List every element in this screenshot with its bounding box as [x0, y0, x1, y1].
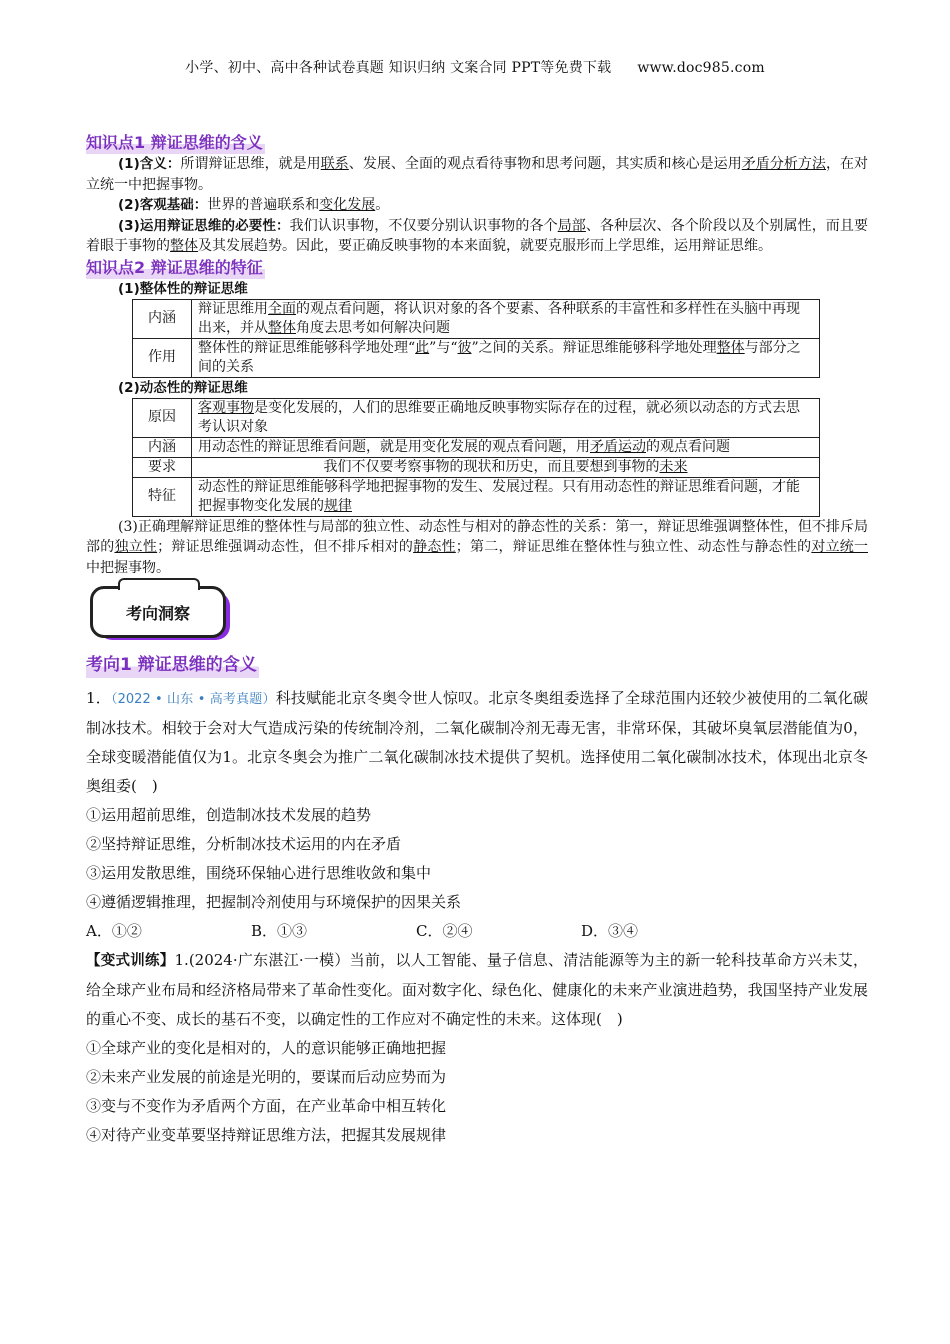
row-label: 内涵 — [133, 299, 192, 338]
kx1-title: 考向1 辩证思维的含义 — [86, 652, 259, 678]
dynamic-thinking-table — [132, 398, 820, 517]
question-source: （2022 • 山东 • 高考真题） — [110, 692, 276, 707]
list-item: ①运用超前思维，创造制冰技术发展的趋势 — [86, 806, 372, 824]
section-badge — [90, 586, 868, 642]
option-d[interactable]: D．③④ — [581, 922, 639, 940]
kp2-title: 知识点2 辩证思维的特征 — [86, 257, 263, 277]
list-item: ③运用发散思维，围绕环保轴心进行思维收敛和集中 — [86, 864, 432, 882]
row-label: 内涵 — [133, 437, 192, 457]
option-a[interactable]: A．①② — [86, 922, 142, 940]
list-item: ④对待产业变革要坚持辩证思维方法，把握其发展规律 — [86, 1126, 447, 1144]
row-label: 原因 — [133, 398, 192, 437]
kp1-title: 知识点1 辩证思维的含义 — [86, 133, 263, 152]
table-row — [133, 477, 820, 516]
row-content: 动态性的辩证思维能够科学地把握事物的发生、发展过程。只有用动态性的辩证思维看问题，才能把握事物变化发展的规律 — [192, 477, 820, 516]
header-url[interactable]: www.doc985.com — [637, 60, 765, 76]
header-text: 小学、初中、高中各种试卷真题 知识归纳 文案合同 PPT等免费下载 — [185, 60, 612, 76]
table-row — [133, 457, 820, 477]
row-label: 要求 — [133, 457, 192, 477]
list-item: ④遵循逻辑推理，把握制冷剂使用与环境保护的因果关系 — [86, 893, 462, 911]
table-row — [133, 437, 820, 457]
row-label: 特征 — [133, 477, 192, 516]
option-b[interactable]: B．①③ — [251, 922, 308, 940]
table-row — [133, 338, 820, 377]
table-row — [133, 398, 820, 437]
holistic-thinking-table — [132, 299, 820, 378]
list-item: ③变与不变作为矛盾两个方面，在产业革命中相互转化 — [86, 1097, 447, 1115]
row-content: 整体性的辩证思维能够科学地处理“此”与“彼”之间的关系。辩证思维能够科学地处理整体与部分之间的关系 — [192, 338, 820, 377]
variant-label: 【变式训练】 — [86, 953, 175, 969]
badge-label: 考向洞察 — [125, 603, 190, 623]
kp2-sub2: (2)动态性的辩证思维 — [118, 379, 248, 396]
list-item: ①全球产业的变化是相对的，人的意识能够正确地把握 — [86, 1039, 447, 1057]
list-item: ②坚持辩证思维，分析制冰技术运用的内在矛盾 — [86, 835, 402, 853]
row-label: 作用 — [133, 338, 192, 377]
row-content: 我们不仅要考察事物的现状和历史，而且要想到事物的未来 — [192, 457, 820, 477]
row-content: 辩证思维用全面的观点看问题，将认识对象的各个要素、各种联系的丰富性和多样性在头脑中再现出来，并从整体角度去思考如何解决问题 — [192, 299, 820, 338]
option-c[interactable]: C．②④ — [416, 922, 473, 940]
badge-tab — [118, 578, 200, 590]
row-content: 客观事物是变化发展的，人们的思维要正确地反映事物实际存在的过程，就必须以动态的方式去思考认识对象 — [192, 398, 820, 437]
kp1-item2: (2)客观基础：世界的普遍联系和变化发展。 — [118, 197, 390, 213]
kp1-item1: (1)含义：所谓辩证思维，就是用联系、发展、全面的观点看待事物和思考问题，其实质和核心是运用矛盾分析方法，在对立统一中把握事物。 — [86, 156, 869, 193]
document-body — [86, 132, 868, 1150]
row-content: 用动态性的辩证思维看问题，就是用变化发展的观点看问题，用矛盾运动的观点看问题 — [192, 437, 820, 457]
question-1-stem: 1．（2022 • 山东 • 高考真题）科技赋能北京冬奥令世人惊叹。北京冬奥组委选择了全球范围内还较少被使用的二氧化碳制冰技术。相较于会对大气造成污染的传统制冷剂，二氧化碳制冷剂无毒无害，非常环保，其破坏臭氧层潜能值为0，全球变暖潜能值仅为1。北京冬奥会为推广二氧化碳制冰技术提供了契机。选择使用二氧化碳制冰技术，体现出北京冬奥组委( ) — [86, 689, 869, 795]
variant-question-stem: 【变式训练】1.(2024·广东湛江·一模）当前，以人工智能、量子信息、清洁能源等为主的新一轮科技革命方兴未艾，给全球产业布局和经济格局带来了革命性变化。面对数字化、绿色化、健康化的未来产业演进趋势，我国坚持产业发展的重心不变、成长的基石不变，以确定性的工作应对不确定性的未来。这体现( ) — [86, 951, 868, 1028]
variant-items — [86, 1034, 868, 1150]
question-1-options — [86, 917, 868, 946]
kp2-relation-para: (3)正确理解辩证思维的整体性与局部的独立性、动态性与相对的静态性的关系：第一，辩证思维强调整体性，但不排斥局部的独立性；辩证思维强调动态性，但不排斥相对的静态性；第二，辩证思维在整体性与独立性、动态性与静态性的对立统一中把握事物。 — [86, 518, 869, 576]
badge-box — [90, 586, 226, 638]
question-1-items — [86, 801, 868, 917]
kp1-item3: (3)运用辩证思维的必要性：我们认识事物，不仅要分别认识事物的各个局部、各种层次、各个阶段以及个别属性，而且要着眼于事物的整体及其发展趋势。因此，要正确反映事物的本来面貌，就要克服形而上学思维，运用辩证思维。 — [86, 217, 869, 254]
table-row — [133, 299, 820, 338]
page-header — [0, 57, 950, 77]
kp2-sub1: (1)整体性的辩证思维 — [118, 280, 248, 297]
list-item: ②未来产业发展的前途是光明的，要谋而后动应势而为 — [86, 1068, 447, 1086]
